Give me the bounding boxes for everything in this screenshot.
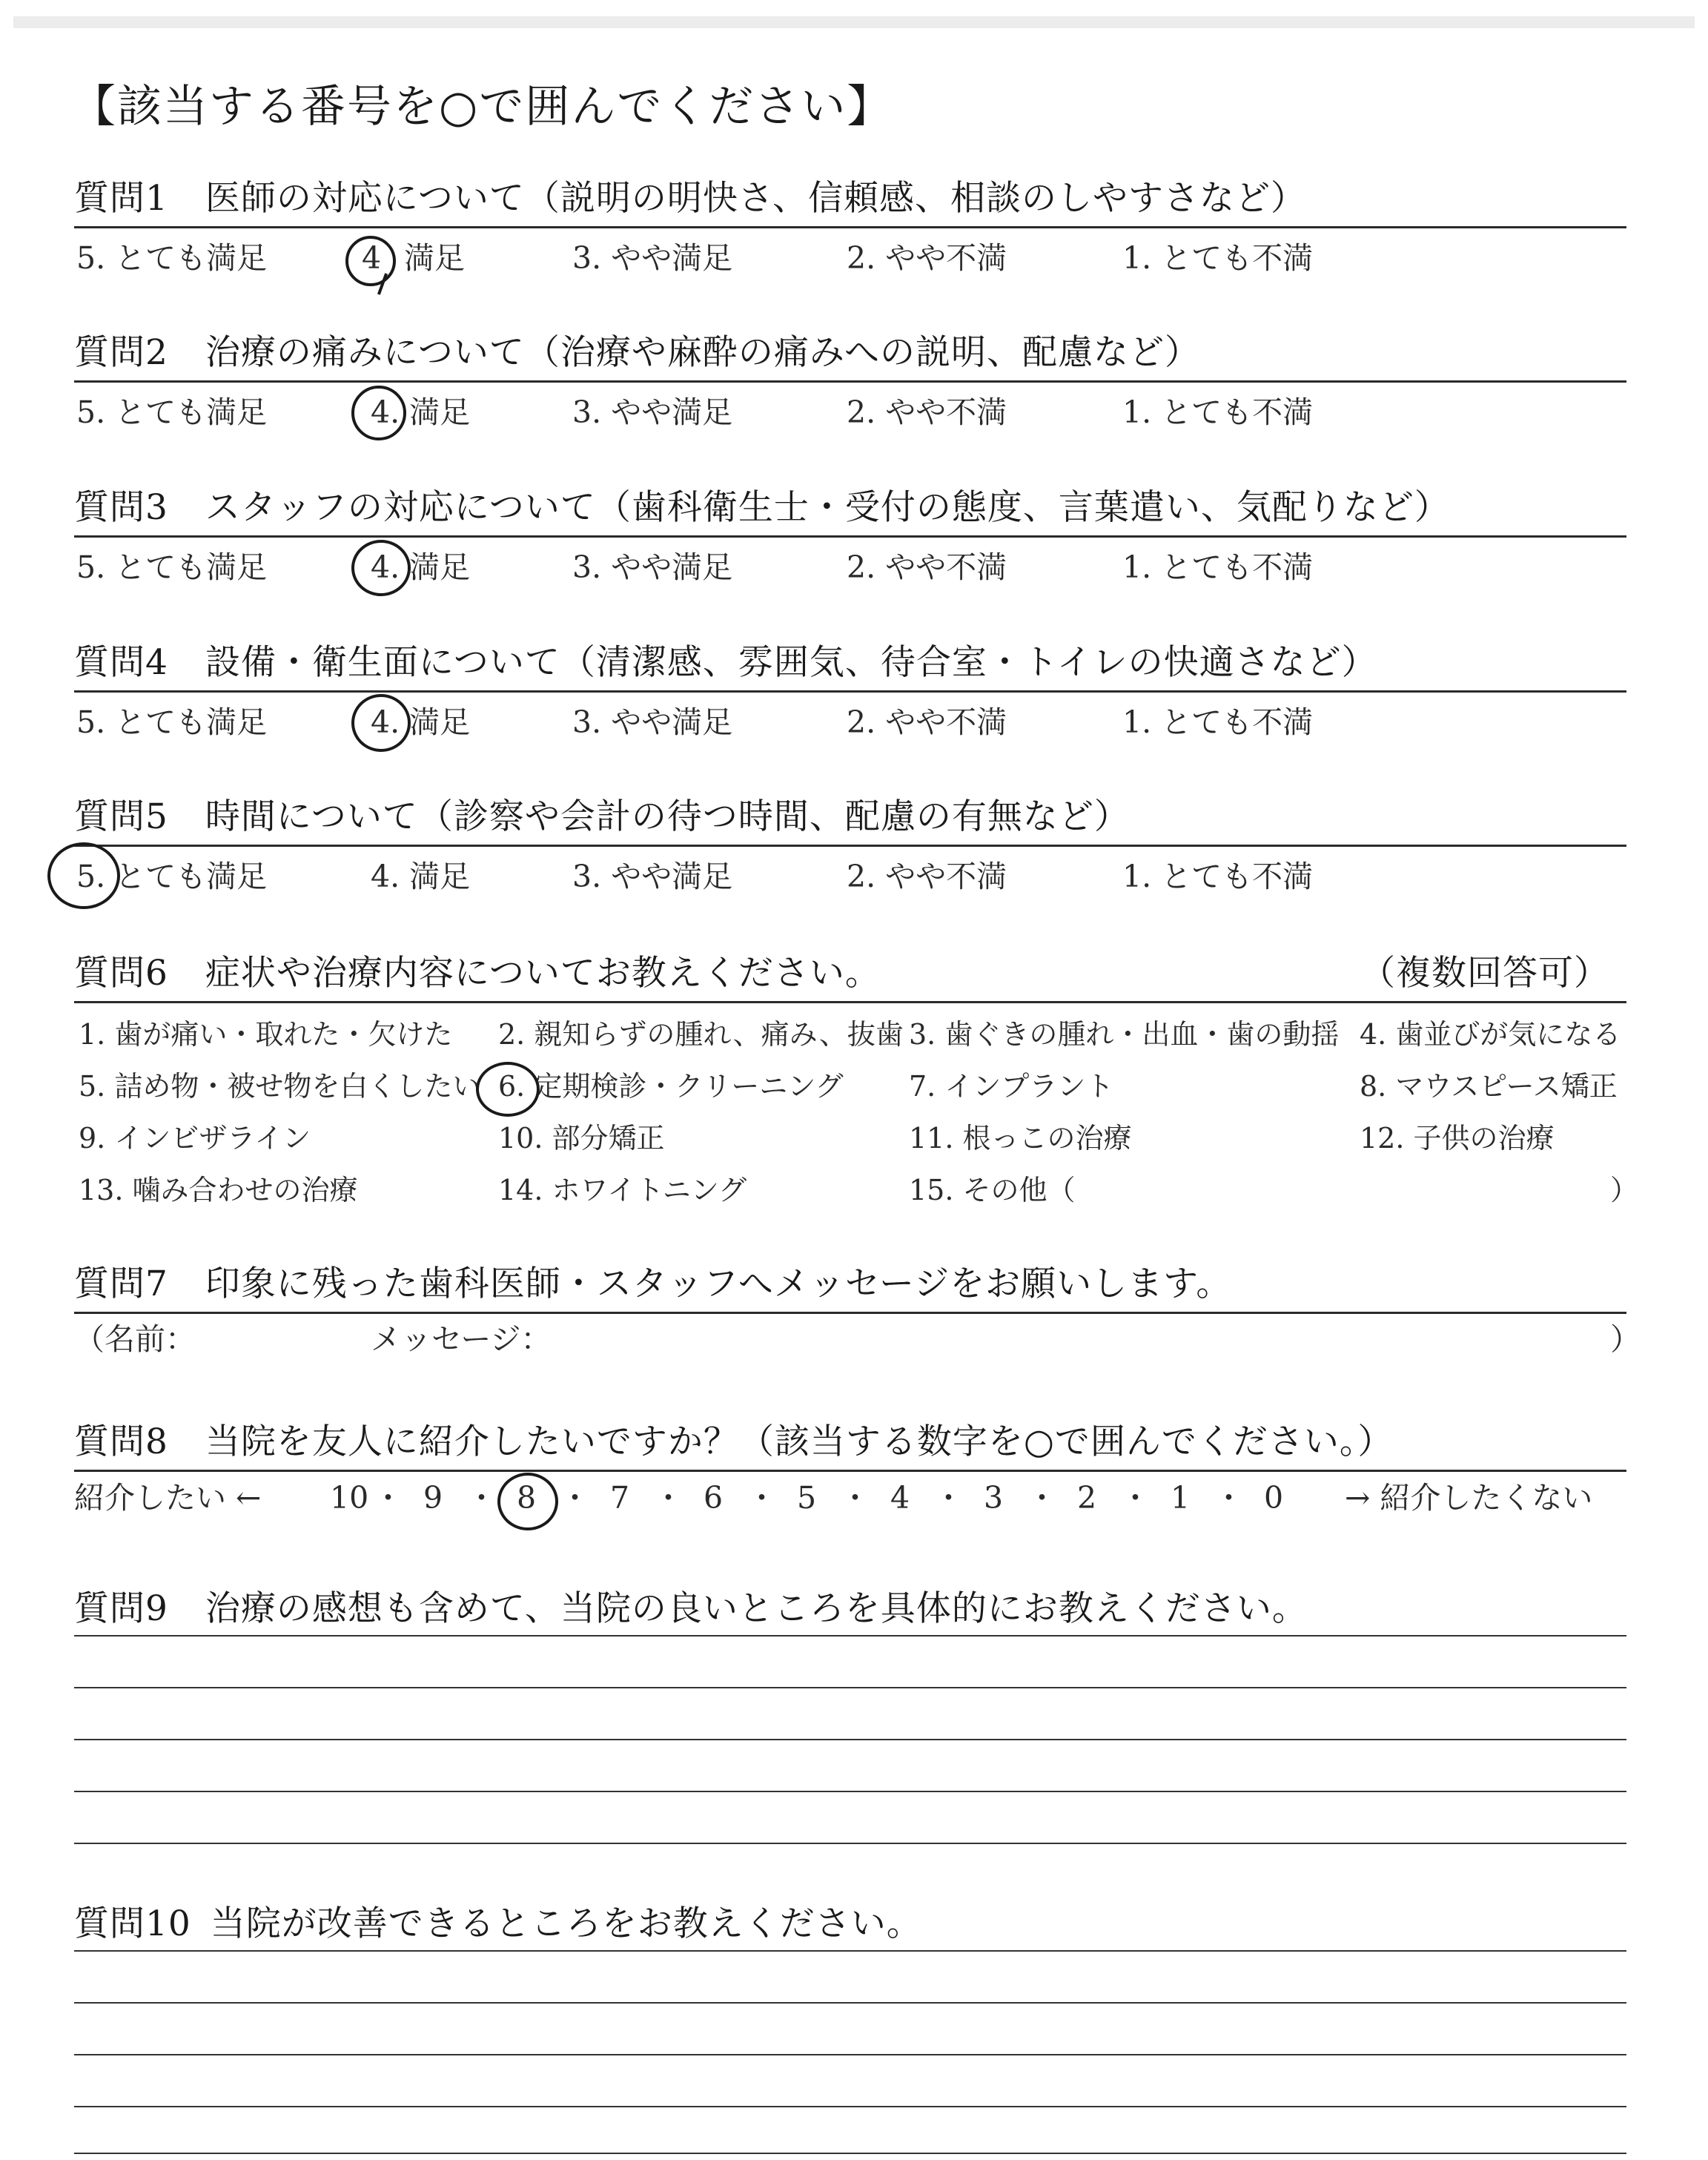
q3-selection-circle [351,540,411,596]
q1-option-3[interactable]: 3. やや満足 [572,240,733,276]
q8-separator: ・ [933,1480,964,1516]
question-6-underline [74,1001,1626,1003]
q8-separator: ・ [1214,1480,1244,1516]
q7-close-paren: ） [1610,1321,1641,1357]
q5-option-3[interactable]: 3. やや満足 [572,859,733,894]
q6-option-9[interactable]: 9. インビザライン [79,1122,311,1155]
q1-option-2[interactable]: 2. やや不満 [847,240,1007,276]
q9-answer-line[interactable] [74,1791,1626,1792]
q7-name-label: （名前： [74,1321,196,1357]
q6-option-15[interactable]: 15. その他（ [909,1174,1076,1206]
question-8-text: 当院を友人に紹介したいですか？（該当する数字を○で囲んでください。） [205,1421,1394,1462]
page-title: 【該当する番号を○で囲んでください】 [71,81,893,133]
question-5-underline [74,845,1626,847]
q6-option-14[interactable]: 14. ホワイトニング [498,1174,747,1206]
q8-separator: ・ [373,1480,403,1516]
q9-answer-line[interactable] [74,1687,1626,1688]
question-6-note: （複数回答可） [1360,953,1609,994]
question-7-text: 印象に残った歯科医師・スタッフへメッセージをお願いします。 [205,1264,1232,1304]
q4-selection-circle [351,694,411,752]
q8-separator: ・ [560,1480,590,1516]
q4-option-3[interactable]: 3. やや満足 [572,704,733,740]
q6-option-11[interactable]: 11. 根っこの治療 [909,1122,1132,1155]
q4-option-2[interactable]: 2. やや不満 [847,704,1007,740]
q5-option-2[interactable]: 2. やや不満 [847,859,1007,894]
q7-message-label: メッセージ： [371,1321,552,1357]
q8-scale-10[interactable]: 10 [330,1480,369,1516]
q9-answer-line[interactable] [74,1843,1626,1844]
q6-option-15-close: ） [1610,1174,1639,1206]
question-8-label: 質問8 [74,1421,168,1462]
q8-selection-circle [497,1473,558,1530]
question-5-label: 質問5 [74,796,168,837]
q8-scale-2[interactable]: 2 [1077,1480,1097,1516]
q1-option-5[interactable]: 5. とても満足 [76,240,268,276]
q6-option-12[interactable]: 12. 子供の治療 [1360,1122,1555,1155]
q1-option-4-label[interactable]: 満足 [404,240,465,276]
question-9-label: 質問9 [74,1588,168,1629]
question-3 [74,486,1450,530]
q9-answer-line[interactable] [74,1739,1626,1740]
q6-option-6[interactable]: 6. 定期検診・クリーニング [498,1070,844,1103]
question-9 [74,1587,1308,1631]
question-8-underline [74,1470,1626,1472]
q3-option-2[interactable]: 2. やや不満 [847,549,1007,585]
q4-option-5[interactable]: 5. とても満足 [76,704,268,740]
q8-scale-0[interactable]: 0 [1264,1480,1284,1516]
q8-separator: ・ [747,1480,777,1516]
q2-option-4[interactable]: 4. 満足 [371,394,471,430]
q1-option-4-number[interactable]: 4 [362,240,382,276]
q2-option-1[interactable]: 1. とても不満 [1122,394,1314,430]
q8-separator: ・ [840,1480,870,1516]
q8-separator: ・ [1027,1480,1057,1516]
q6-option-2[interactable]: 2. 親知らずの腫れ、痛み、抜歯 [498,1018,904,1051]
q1-selection-circle [345,236,396,286]
question-2-underline [74,380,1626,383]
q5-selection-circle [47,842,120,909]
question-3-label: 質問3 [74,487,168,528]
question-1-underline [74,226,1626,228]
q10-answer-line[interactable] [74,1950,1626,1952]
question-10 [74,1902,922,1946]
q8-scale-1[interactable]: 1 [1171,1480,1191,1516]
question-5 [74,795,1130,839]
q6-option-5[interactable]: 5. 詰め物・被せ物を白くしたい [79,1070,481,1103]
question-4-label: 質問4 [74,642,168,683]
q8-scale-7[interactable]: 7 [610,1480,630,1516]
q6-option-10[interactable]: 10. 部分矯正 [498,1122,665,1155]
q6-option-8[interactable]: 8. マウスピース矯正 [1360,1070,1618,1103]
q8-scale-8[interactable]: 8 [517,1480,537,1516]
q10-answer-line[interactable] [74,2054,1626,2055]
question-3-underline [74,535,1626,538]
question-9-text: 治療の感想も含めて、当院の良いところを具体的にお教えください。 [205,1588,1308,1629]
q8-scale-4[interactable]: 4 [890,1480,910,1516]
q6-selection-circle [476,1062,540,1117]
q6-option-1[interactable]: 1. 歯が痛い・取れた・欠けた [79,1018,453,1051]
q2-option-5[interactable]: 5. とても満足 [76,394,268,430]
q8-separator: ・ [466,1480,497,1516]
q6-option-3[interactable]: 3. 歯ぐきの腫れ・出血・歯の動揺 [909,1018,1340,1051]
q8-scale-5[interactable]: 5 [797,1480,817,1516]
question-6 [74,951,881,996]
q6-option-7[interactable]: 7. インプラント [909,1070,1114,1103]
question-1-label: 質問1 [74,178,168,219]
q8-right-label: → 紹介したくない [1345,1480,1593,1516]
q6-option-13[interactable]: 13. 噛み合わせの治療 [79,1174,358,1206]
question-1 [74,176,1306,221]
q5-option-1[interactable]: 1. とても不満 [1122,859,1314,894]
q5-option-4[interactable]: 4. 満足 [371,859,471,894]
q2-selection-circle [351,386,406,440]
q8-separator: ・ [1120,1480,1151,1516]
q4-option-1[interactable]: 1. とても不満 [1122,704,1314,740]
q8-scale-9[interactable]: 9 [423,1480,443,1516]
question-3-text: スタッフの対応について（歯科衛生士・受付の態度、言葉遣い、気配りなど） [205,487,1450,528]
question-4-text: 設備・衛生面について（清潔感、雰囲気、待合室・トイレの快適さなど） [205,642,1377,683]
q4-option-4[interactable]: 4. 満足 [371,704,471,740]
q3-option-3[interactable]: 3. やや満足 [572,549,733,585]
q3-option-1[interactable]: 1. とても不満 [1122,549,1314,585]
q2-option-2[interactable]: 2. やや不満 [847,394,1007,430]
question-8 [74,1420,1393,1464]
question-2-text: 治療の痛みについて（治療や麻酔の痛みへの説明、配慮など） [205,332,1200,373]
question-4 [74,641,1377,685]
q8-separator: ・ [653,1480,683,1516]
question-2 [74,331,1200,375]
question-6-text: 症状や治療内容についてお教えください。 [205,953,881,994]
scan-edge [13,16,1695,28]
question-7-underline [74,1312,1626,1314]
question-4-underline [74,690,1626,693]
q2-option-3[interactable]: 3. やや満足 [572,394,733,430]
question-10-text: 当院が改善できるところをお教えください。 [210,1903,922,1944]
question-6-label: 質問6 [74,953,168,994]
question-2-label: 質問2 [74,332,168,373]
question-7 [74,1262,1231,1307]
q10-answer-line[interactable] [74,2002,1626,2004]
question-5-text: 時間について（診察や会計の待つ時間、配慮の有無など） [205,796,1130,837]
question-10-label: 質問10 [74,1903,191,1944]
q3-option-5[interactable]: 5. とても満足 [76,549,268,585]
q9-answer-line[interactable] [74,1635,1626,1636]
q3-option-4[interactable]: 4. 満足 [371,549,471,585]
q10-answer-line[interactable] [74,2153,1626,2154]
question-1-text: 医師の対応について（説明の明快さ、信頼感、相談のしやすさなど） [205,178,1307,219]
q6-option-4[interactable]: 4. 歯並びが気になる [1360,1018,1621,1051]
q5-option-5[interactable]: 5. とても満足 [76,859,268,894]
q8-scale-3[interactable]: 3 [984,1480,1004,1516]
question-7-label: 質問7 [74,1264,168,1304]
q8-scale-6[interactable]: 6 [704,1480,724,1516]
q8-left-label: 紹介したい ← [74,1480,262,1516]
q10-answer-line[interactable] [74,2106,1626,2107]
q1-option-1[interactable]: 1. とても不満 [1122,240,1314,276]
